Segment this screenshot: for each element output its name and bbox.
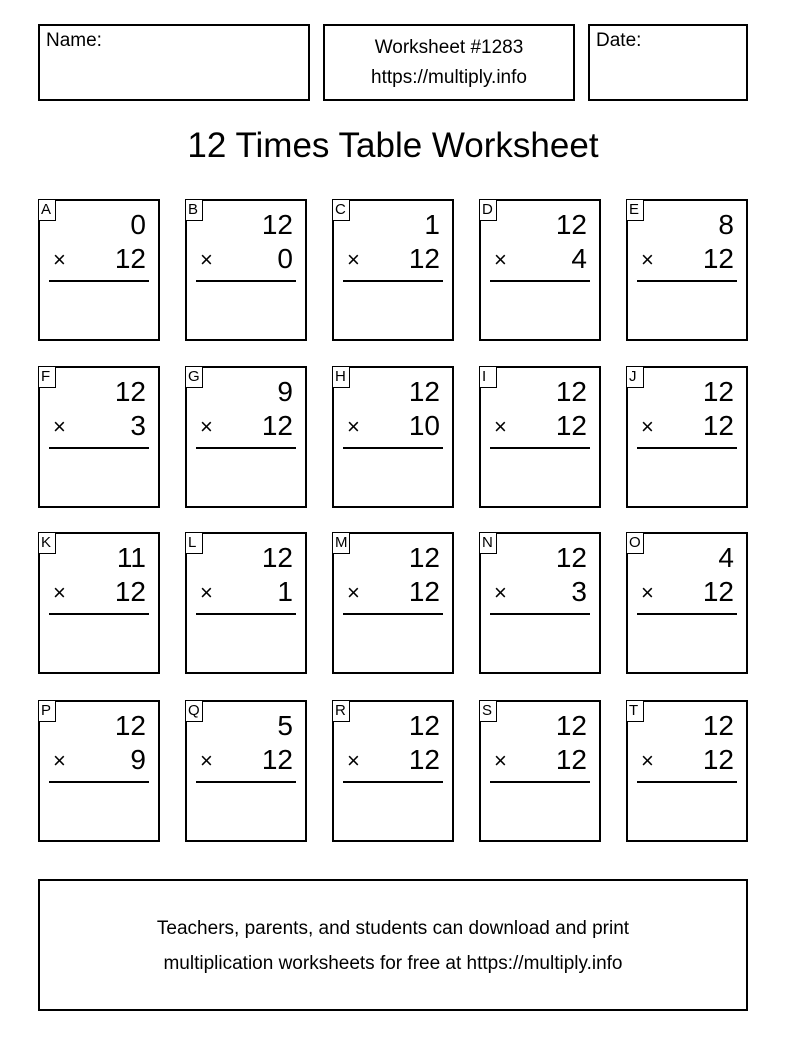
multiplicand: 9 xyxy=(277,376,293,407)
problem-card[interactable] xyxy=(332,366,454,508)
multiplier: 1 xyxy=(277,576,293,607)
multiplicand: 5 xyxy=(277,710,293,741)
problem-letter: L xyxy=(185,532,203,554)
problem-letter: E xyxy=(626,199,644,221)
footer-line-1: Teachers, parents, and students can download and print xyxy=(156,918,630,939)
problem-card[interactable] xyxy=(479,366,601,508)
multiply-icon: × xyxy=(641,580,654,605)
answer-line xyxy=(490,781,590,783)
answer-line xyxy=(490,447,590,449)
footer-text xyxy=(40,911,746,981)
multiplicand: 12 xyxy=(555,710,587,741)
name-label: Name: xyxy=(46,30,102,51)
problem-letter: T xyxy=(626,700,644,722)
multiply-icon: × xyxy=(641,748,654,773)
multiplier: 12 xyxy=(114,576,146,607)
multiplicand: 1 xyxy=(424,209,440,240)
problem-card[interactable] xyxy=(332,199,454,341)
multiplier: 12 xyxy=(114,243,146,274)
multiply-icon: × xyxy=(200,580,213,605)
problem-letter: C xyxy=(332,199,350,221)
multiplicand: 12 xyxy=(702,710,734,741)
problem-card[interactable] xyxy=(479,199,601,341)
answer-line xyxy=(637,781,737,783)
problem-card[interactable] xyxy=(38,532,160,674)
multiplicand: 12 xyxy=(408,542,440,573)
answer-line xyxy=(637,280,737,282)
answer-line xyxy=(490,613,590,615)
multiply-icon: × xyxy=(641,414,654,439)
problem-letter: H xyxy=(332,366,350,388)
problem-card[interactable] xyxy=(626,700,748,842)
answer-line xyxy=(637,613,737,615)
multiplicand: 8 xyxy=(718,209,734,240)
problem-card[interactable] xyxy=(332,532,454,674)
worksheet-url: https://multiply.info xyxy=(371,67,527,88)
answer-line xyxy=(49,613,149,615)
multiplier: 3 xyxy=(571,576,587,607)
problem-letter: O xyxy=(626,532,644,554)
multiply-icon: × xyxy=(494,247,507,272)
page-title: 12 Times Table Worksheet xyxy=(187,126,599,165)
problem-card[interactable] xyxy=(626,199,748,341)
date-label: Date: xyxy=(596,30,642,51)
answer-line xyxy=(196,781,296,783)
problem-card[interactable] xyxy=(38,199,160,341)
multiplier: 12 xyxy=(702,744,734,775)
multiplier: 12 xyxy=(261,744,293,775)
problem-card[interactable] xyxy=(479,532,601,674)
problem-letter: K xyxy=(38,532,56,554)
answer-line xyxy=(49,280,149,282)
answer-line xyxy=(637,447,737,449)
multiplicand: 4 xyxy=(718,542,734,573)
multiplicand: 12 xyxy=(261,209,293,240)
multiply-icon: × xyxy=(53,748,66,773)
problem-card[interactable] xyxy=(185,366,307,508)
multiply-icon: × xyxy=(347,580,360,605)
multiplicand: 12 xyxy=(555,376,587,407)
multiplicand: 12 xyxy=(408,710,440,741)
problem-letter: B xyxy=(185,199,203,221)
worksheet-info-box xyxy=(323,24,575,101)
problem-letter: R xyxy=(332,700,350,722)
multiplicand: 12 xyxy=(408,376,440,407)
multiplier: 10 xyxy=(408,410,440,441)
multiplier: 12 xyxy=(408,576,440,607)
multiplier: 4 xyxy=(571,243,587,274)
multiplicand: 12 xyxy=(114,376,146,407)
multiply-icon: × xyxy=(494,748,507,773)
problem-card[interactable] xyxy=(185,700,307,842)
answer-line xyxy=(196,280,296,282)
problem-card[interactable] xyxy=(479,700,601,842)
multiplier: 12 xyxy=(408,243,440,274)
multiply-icon: × xyxy=(53,580,66,605)
problem-card[interactable] xyxy=(185,199,307,341)
multiplier: 12 xyxy=(702,576,734,607)
problem-letter: P xyxy=(38,700,56,722)
multiply-icon: × xyxy=(200,414,213,439)
multiply-icon: × xyxy=(641,247,654,272)
answer-line xyxy=(343,447,443,449)
problem-letter: S xyxy=(479,700,497,722)
multiplicand: 0 xyxy=(130,209,146,240)
problem-card[interactable] xyxy=(626,532,748,674)
multiply-icon: × xyxy=(53,414,66,439)
multiplicand: 12 xyxy=(555,209,587,240)
answer-line xyxy=(196,613,296,615)
multiply-icon: × xyxy=(200,748,213,773)
problem-letter: M xyxy=(332,532,350,554)
multiplier: 12 xyxy=(555,744,587,775)
footer-line-2: multiplication worksheets for free at https://multiply.info xyxy=(163,953,623,974)
multiplier: 12 xyxy=(702,410,734,441)
problem-letter: J xyxy=(626,366,644,388)
multiplicand: 12 xyxy=(114,710,146,741)
multiply-icon: × xyxy=(347,414,360,439)
name-field[interactable] xyxy=(38,24,310,101)
multiply-icon: × xyxy=(200,247,213,272)
multiplier: 0 xyxy=(277,243,293,274)
multiplier: 12 xyxy=(408,744,440,775)
multiplicand: 11 xyxy=(116,542,146,573)
answer-line xyxy=(343,613,443,615)
answer-line xyxy=(343,280,443,282)
problem-letter: D xyxy=(479,199,497,221)
date-field[interactable] xyxy=(588,24,748,101)
problem-letter: G xyxy=(185,366,203,388)
problem-letter: N xyxy=(479,532,497,554)
problem-card[interactable] xyxy=(332,700,454,842)
footer-box xyxy=(38,879,748,1011)
multiplier: 3 xyxy=(130,410,146,441)
multiplicand: 12 xyxy=(702,376,734,407)
multiply-icon: × xyxy=(53,247,66,272)
answer-line xyxy=(49,781,149,783)
multiplier: 12 xyxy=(261,410,293,441)
problem-letter: F xyxy=(38,366,56,388)
multiply-icon: × xyxy=(494,414,507,439)
multiplicand: 12 xyxy=(261,542,293,573)
worksheet-number: Worksheet #1283 xyxy=(374,37,524,58)
answer-line xyxy=(490,280,590,282)
answer-line xyxy=(343,781,443,783)
problem-letter: I xyxy=(479,366,497,388)
problem-card[interactable] xyxy=(626,366,748,508)
answer-line xyxy=(196,447,296,449)
multiply-icon: × xyxy=(347,247,360,272)
multiply-icon: × xyxy=(494,580,507,605)
multiplier: 9 xyxy=(130,744,146,775)
problem-letter: Q xyxy=(185,700,203,722)
problem-card[interactable] xyxy=(38,700,160,842)
multiplier: 12 xyxy=(702,243,734,274)
problem-card[interactable] xyxy=(185,532,307,674)
problem-letter: A xyxy=(38,199,56,221)
multiplicand: 12 xyxy=(555,542,587,573)
problem-card[interactable] xyxy=(38,366,160,508)
multiply-icon: × xyxy=(347,748,360,773)
answer-line xyxy=(49,447,149,449)
multiplier: 12 xyxy=(555,410,587,441)
